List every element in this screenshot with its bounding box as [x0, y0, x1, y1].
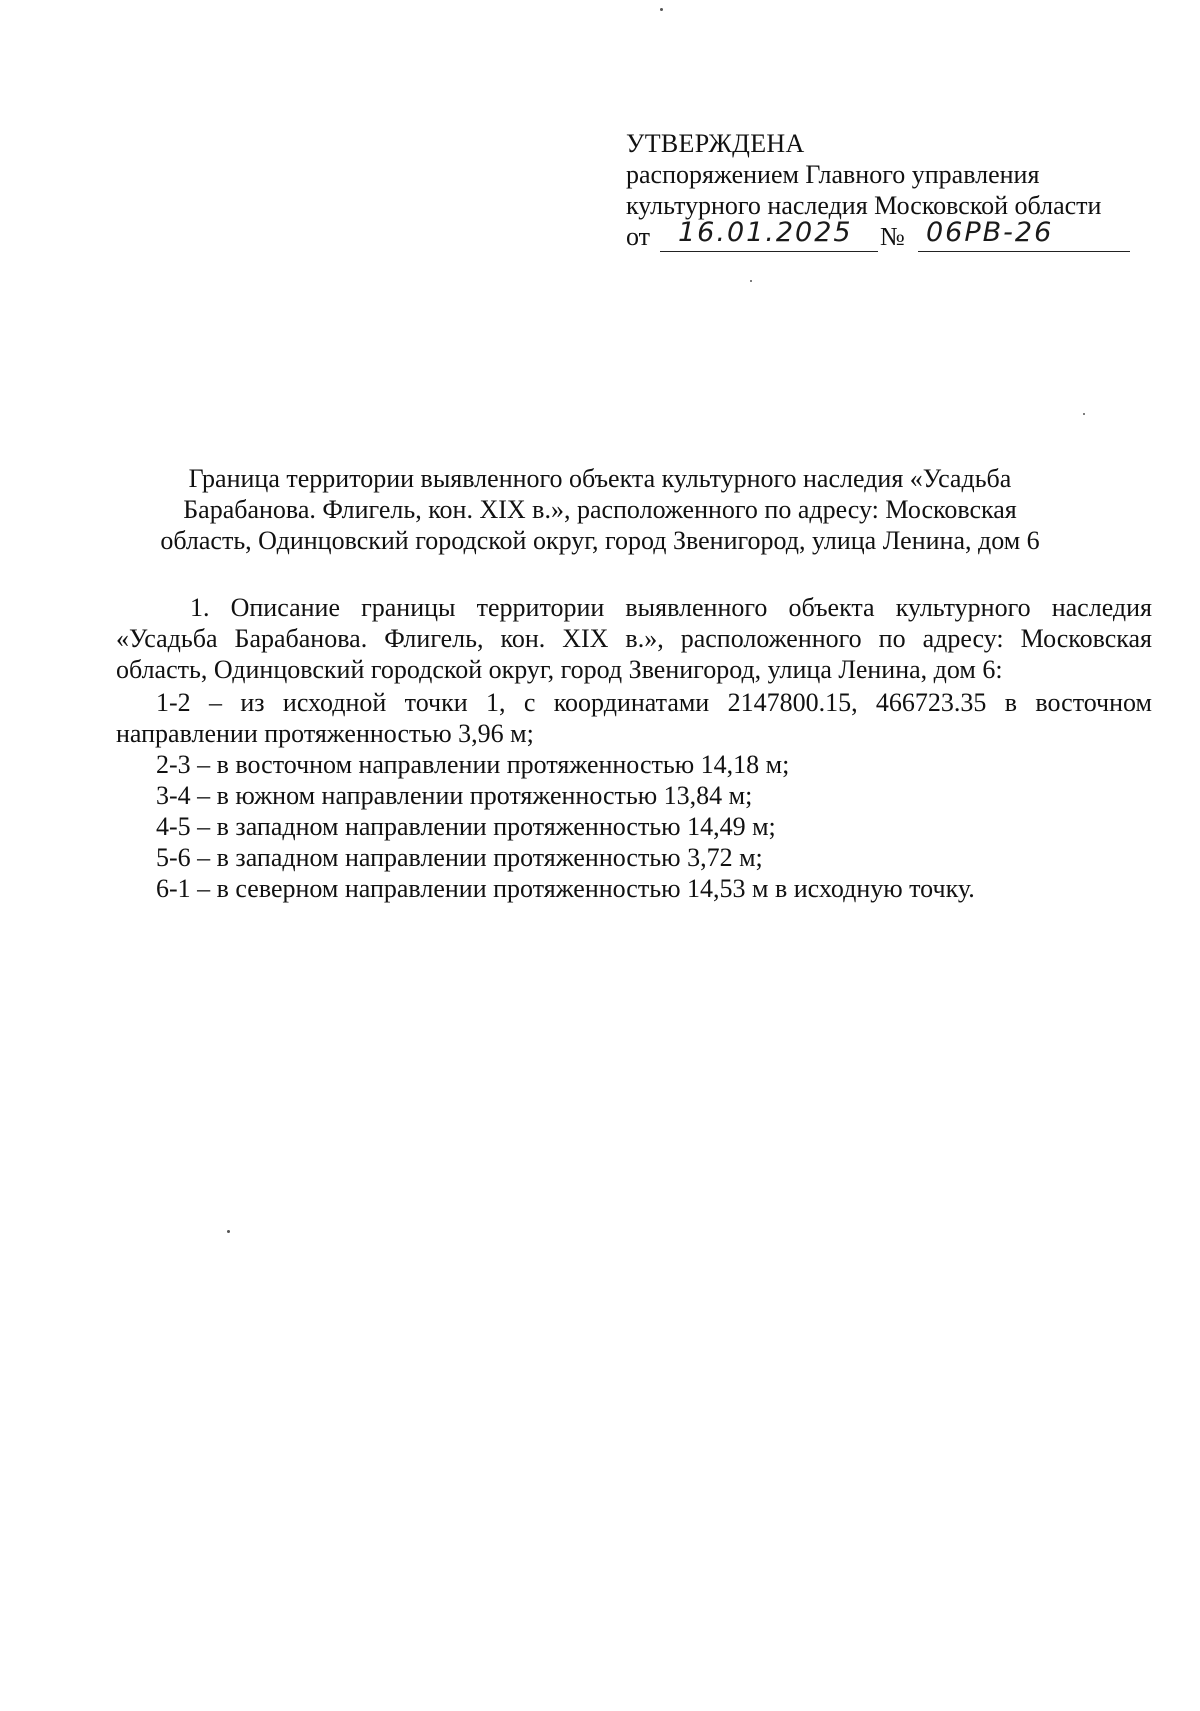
section-intro: 1. Описание границы территории выявленного объекта культурного наследия «Усадьба Барабанова. Флигель, кон. XIX в.», расположенного по адресу: Московская область, Одинцовский городской округ, город Звенигород, улица Ленина, дом 6: — [116, 593, 1152, 684]
boundary-step-3-4: 3-4 – в южном направлении протяженностью 13,84 м; — [156, 781, 753, 810]
handwritten-date: 16.01.2025 — [678, 217, 853, 248]
document-heading — [100, 463, 1100, 556]
from-label: от — [626, 222, 651, 251]
boundary-step-6-1: 6-1 – в северном направлении протяженностью 14,53 м в исходную точку. — [156, 874, 975, 903]
approval-stamp-block — [626, 128, 1186, 255]
boundary-step-5-6: 5-6 – в западном направлении протяженностью 3,72 м; — [156, 843, 763, 872]
approval-title: УТВЕРЖДЕНА — [626, 129, 805, 158]
boundary-step-2-3: 2-3 – в восточном направлении протяженностью 14,18 м; — [156, 750, 790, 779]
scan-speck — [1083, 413, 1085, 415]
boundary-description — [116, 592, 1152, 904]
heading-line-3: область, Одинцовский городской округ, город Звенигород, улица Ленина, дом 6 — [160, 526, 1040, 555]
number-label: № — [880, 222, 905, 251]
date-field — [660, 217, 878, 252]
scan-speck — [660, 8, 663, 11]
approval-line-1: распоряжением Главного управления — [626, 160, 1040, 189]
handwritten-number: 06РВ-26 — [926, 217, 1054, 248]
scan-speck — [227, 1230, 230, 1233]
boundary-steps-list — [116, 687, 1152, 904]
heading-line-1: Граница территории выявленного объекта культурного наследия «Усадьба — [188, 464, 1012, 493]
boundary-step-4-5: 4-5 – в западном направлении протяженностью 14,49 м; — [156, 812, 776, 841]
boundary-step-1-2: 1-2 – из исходной точки 1, с координатами 2147800.15, 466723.35 в восточном направлении протяженностью 3,96 м; — [116, 688, 1152, 748]
number-field — [918, 217, 1130, 252]
heading-line-2: Барабанова. Флигель, кон. XIX в.», расположенного по адресу: Московская — [183, 495, 1017, 524]
approval-date-number-line — [626, 217, 1186, 255]
approval-line-2: культурного наследия Московской области — [626, 191, 1102, 220]
scan-speck — [750, 280, 752, 282]
